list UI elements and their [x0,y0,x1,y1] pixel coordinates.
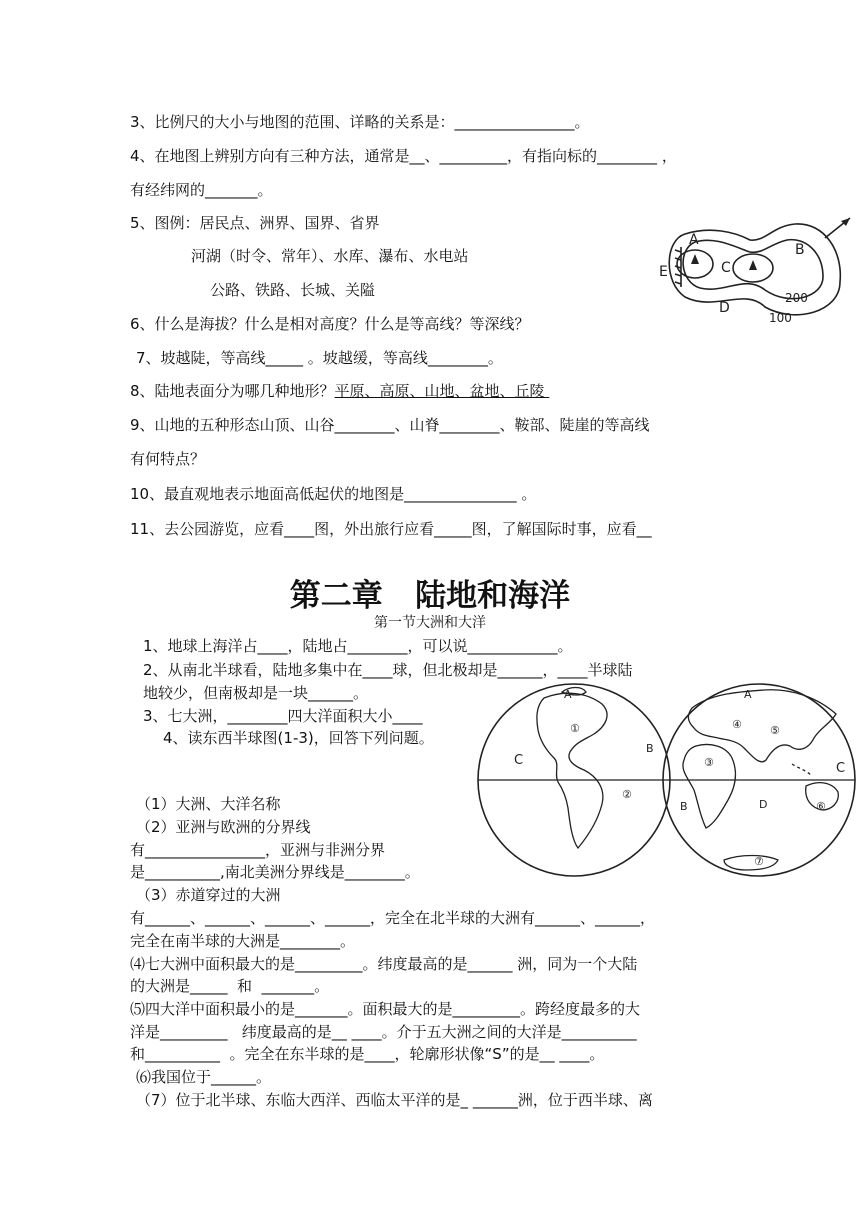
hemisphere-east-label-c: C [836,761,846,776]
contour-label-b: B [795,242,805,258]
question-3: 3、比例尺的大小与地图的范围、详略的关系是：________________。 [130,113,590,131]
part-2-line-2: 是__________,南北美洲分界线是________。 [130,863,420,881]
chapter-title: 第二章 陆地和海洋 [289,578,571,614]
section-question-3: 3、七大洲，________四大洋面积大小____ [143,707,423,725]
question-11: 11、去公园游览，应看____图，外出旅行应看_____图，了解国际时事，应看__ [130,520,652,538]
hemisphere-east-label-7: ⑦ [754,855,764,868]
question-8-answer: 平原、高原、山地、盆地、丘陵 [334,382,550,400]
section-question-2-line-2: 地较少，但南极却是一块______。 [143,684,369,702]
part-5-line-2: 洋是_________ 纬度最高的是__ ____。介于五大洲之间的大洋是__________ [130,1023,637,1041]
hemisphere-west-label-b: B [646,742,654,755]
question-4-line-1: 4、在地图上辨别方向有三种方法，通常是__、_________，有指向标的________ ， [130,147,677,165]
section-question-1: 1、地球上海洋占____，陆地占________，可以说____________。 [143,637,573,655]
question-5-line-2: 河湖（时令、常年）、水库、瀑布、水电站 [191,247,469,265]
part-3-line-1: 有______、______、______、______，完全在北半球的大洲有______、______， [130,909,656,927]
hemisphere-east-label-6: ⑥ [816,800,826,813]
hemisphere-east-label-4: ④ [732,718,742,731]
hemisphere-east-label-b: B [680,800,688,813]
question-4-line-2: 有经纬网的_______。 [130,181,273,199]
contour-label-e: E [659,264,668,280]
part-7: （7）位于北半球、东临大西洋、西临太平洋的是_ ______洲，位于西半球、离 [136,1091,653,1109]
contour-elevation-200: 200 [785,291,808,305]
section-title: 第一节大洲和大洋 [374,615,486,631]
hemisphere-east-label-d: D [759,798,768,811]
part-5-line-1: ⑸四大洋中面积最小的是_______。面积最大的是_________。跨经度最多的大 [130,1000,641,1018]
hemisphere-east-label-a: A [744,688,752,701]
hemisphere-west-label-1: ① [570,722,580,735]
question-7: 7、坡越陡，等高线_____ 。坡越缓，等高线________。 [136,349,503,367]
part-2-line-1: 有________________，亚洲与非洲分界 [130,841,386,859]
part-1: （1）大洲、大洋名称 [136,795,281,813]
contour-label-d: D [719,300,730,316]
part-6: ⑹我国位于______。 [136,1068,272,1086]
question-8 [130,381,549,401]
hemisphere-east-label-3: ③ [704,756,714,769]
hemisphere-east-label-5: ⑤ [770,724,780,737]
part-3: （3）赤道穿过的大洲 [136,886,281,904]
part-5-line-3: 和__________ 。完全在东半球的是____，轮廓形状像“S”的是__ ____。 [130,1045,605,1063]
contour-label-a: A [689,232,699,248]
part-4-line-2: 的大洲是_____ 和 _______。 [130,977,330,995]
section-question-2-line-1: 2、从南北半球看，陆地多集中在____球，但北极却是______，____半球陆 [143,661,633,679]
question-6: 6、什么是海拔？什么是相对高度？什么是等高线？等深线？ [130,315,530,333]
section-question-4: 4、读东西半球图(1-3)，回答下列问题。 [163,729,434,747]
question-8-prompt: 8、陆地表面分为哪几种地形？ [130,382,335,400]
part-3-line-2: 完全在南半球的大洲是________。 [130,932,356,950]
hemisphere-west-label-a: A [564,688,572,701]
part-4-line-1: ⑷七大洲中面积最大的是_________。纬度最高的是______ 洲，同为一个大陆 [130,955,638,973]
question-5-line-3: 公路、铁路、长城、关隘 [210,281,376,299]
contour-label-c: C [721,260,731,276]
hemisphere-west-label-2: ② [622,788,632,801]
question-5-line-1: 5、图例：居民点、洲界、国界、省界 [130,214,380,232]
contour-map-figure [655,212,858,327]
hemisphere-west-label-c: C [514,753,524,768]
question-10: 10、最直观地表示地面高低起伏的地图是_______________ 。 [130,485,537,503]
question-9-line-2: 有何特点？ [130,450,206,468]
hemisphere-map-figure [474,678,859,886]
contour-elevation-100: 100 [769,311,792,325]
part-2: （2）亚洲与欧洲的分界线 [136,818,311,836]
question-9-line-1: 9、山地的五种形态山顶、山谷________、山脊________、鞍部、陡崖的等高线 [130,416,650,434]
